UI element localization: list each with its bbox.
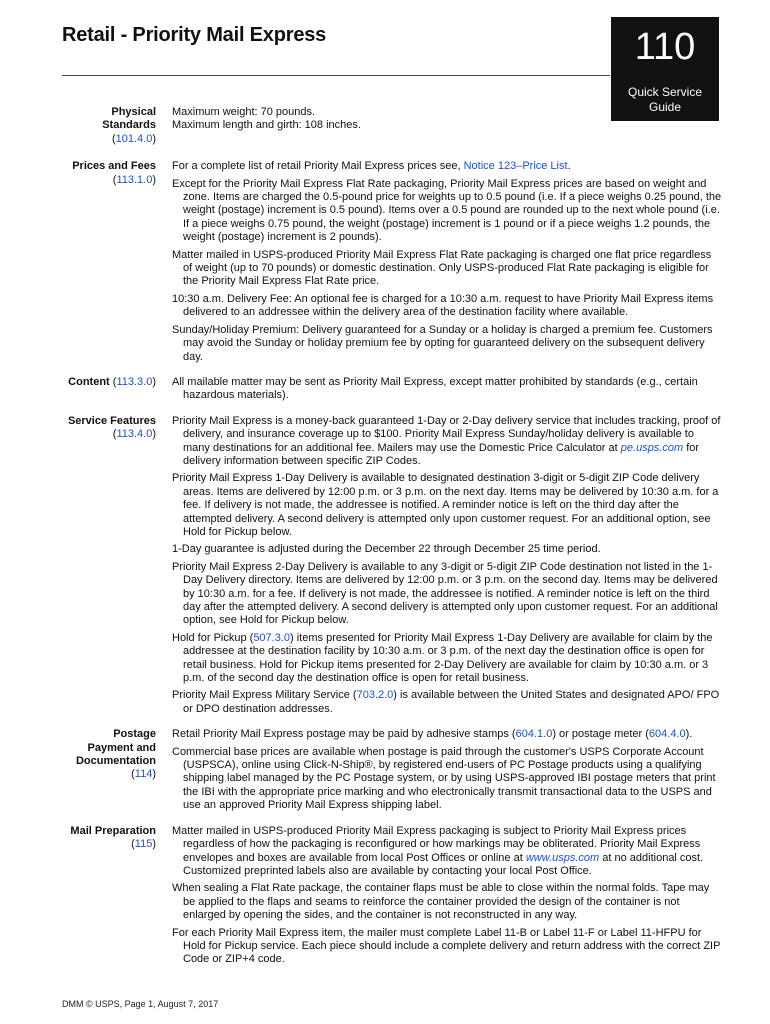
section-body — [172, 106, 722, 146]
label-text: Content — [68, 375, 110, 388]
paragraph: Commercial base prices are available when postage is paid through the customer's USPS Corporate Account (USPSCA), online using Click-N-Ship®, by registered end-users of PC Postage products using a qualifying shipping label managed by the PC Postage system, or by using USPS-approved IBI postage meters that print the IBI with the appropriate price marking and who electronically transmit transactional data to the USPS and use an approved Priority Mail Express shipping label. — [172, 745, 716, 812]
label-line: Content (113.3.0) — [68, 375, 156, 388]
paragraph: Sunday/Holiday Premium: Delivery guaranteed for a Sunday or a holiday is charged a premium fee. Customers may avoid the Sunday or holiday premium fee by opting for guaranteed delivery on the subsequent delivery day. — [172, 323, 713, 363]
ref-link[interactable]: 604.1.0 — [515, 728, 553, 741]
text: ) items presented for Priority Mail Express 1-Day Delivery are available for claim by the addressee at the destination facility by 10:30 a.m. or 3 p.m. of the next day the destination office is open for retail business. Hold for Pickup items presented for 2-Day Delivery are available for claim by 10:30 a.m. or 3 p.m. of the second day the destination office is open for retail business. — [183, 631, 713, 685]
price-list-link[interactable]: Notice 123–Price List — [463, 160, 568, 173]
tab-number: 110 — [634, 26, 696, 68]
section-body — [172, 825, 722, 971]
ref-link[interactable]: 604.4.0 — [648, 728, 686, 741]
section-mail-preparation — [62, 825, 722, 971]
section-physical-standards — [62, 106, 722, 146]
section-label — [62, 376, 172, 407]
paragraph — [172, 825, 722, 879]
usps-website-link[interactable]: www.usps.com — [525, 851, 600, 864]
paragraph — [172, 689, 722, 716]
section-ref: (113.1.0) — [112, 173, 156, 186]
text: for delivery information between specific ZIP Codes. — [183, 441, 700, 467]
paragraph: Maximum weight: 70 pounds. — [172, 106, 316, 118]
ref-link[interactable]: 115 — [134, 838, 153, 851]
paragraph: Maximum length and girth: 108 inches. — [172, 119, 361, 132]
ref-link[interactable]: 703.2.0 — [356, 689, 394, 702]
ref-link[interactable]: 101.4.0 — [115, 132, 153, 145]
paragraph: 1-Day guarantee is adjusted during the December 22 through December 25 time period. — [172, 543, 601, 556]
section-ref: (101.4.0) — [111, 132, 156, 145]
label-line: Payment and — [87, 741, 156, 754]
document-body — [62, 106, 722, 971]
paragraph — [172, 632, 722, 686]
paragraph: When sealing a Flat Rate package, the container flaps must be able to close within the normal folds. Tape may be applied to the flaps and seams to reinforce the container provided the design of the container is not enlarged by opening the sides, and the container is not reconstructed in any way. — [172, 882, 710, 922]
ref-link[interactable]: 113.4.0 — [116, 428, 153, 441]
label-line: Documentation — [75, 755, 156, 768]
paragraph — [172, 728, 722, 741]
text: Matter mailed in USPS-produced Priority Mail Express packaging is subject to Priority Mail Express prices regardless of how the packaging is reconfigured or how markings may be obliterated. Priority Mail Express envelopes and boxes are available from local Post Offices or online at — [172, 824, 701, 864]
section-ref: (115) — [131, 838, 156, 851]
section-body — [172, 415, 722, 721]
label-line: Mail Preparation — [70, 824, 156, 837]
pe-usps-link[interactable]: pe.usps.com — [620, 441, 684, 454]
section-prices-and-fees — [62, 160, 722, 368]
text: Priority Mail Express is a money-back guaranteed 1-Day or 2-Day delivery service that includes tracking, proof of delivery, and insurance coverage up to $100. Priority Mail Express Sunday/holiday delivery is available to many destinations for an additional fee. Mailers may use the Domestic Price Calculator at — [172, 414, 721, 454]
section-body — [172, 728, 722, 816]
ref-link[interactable]: 113.3.0 — [116, 375, 153, 388]
page-footer: DMM © USPS, Page 1, August 7, 2017 — [62, 999, 219, 1009]
section-label — [62, 825, 172, 971]
section-body — [172, 160, 722, 368]
paragraph: 10:30 a.m. Delivery Fee: An optional fee is charged for a 10:30 a.m. request to have Priority Mail Express items delivered to an addressee within the delivery area of the destination facility where available. — [172, 292, 714, 319]
paragraph: Matter mailed in USPS-produced Priority Mail Express Flat Rate packaging is charged one flat price regardless of weight (up to 70 pounds) or domestic destination. Only USPS-produced Flat Rate packaging is eligible for the Priority Mail Express Flat Rate price. — [172, 248, 712, 288]
section-ref: (113.4.0) — [112, 428, 156, 441]
section-ref: (114) — [131, 768, 156, 781]
section-label — [62, 106, 172, 146]
section-label — [62, 160, 172, 368]
page-title: Retail - Priority Mail Express — [62, 24, 327, 46]
text: ) or postage meter ( — [552, 728, 649, 741]
section-postage-payment — [62, 728, 722, 816]
label-line: Prices and Fees — [72, 160, 156, 173]
paragraph: For each Priority Mail Express item, the mailer must complete Label 11-B or Label 11-F or Label 11-HFPU for Hold for Pickup service. Each piece should include a complete delivery and return address with the correct ZIP Code or ZIP+4 code. — [172, 926, 721, 966]
tab-caption-line-1: Quick Service — [627, 85, 703, 99]
section-label — [62, 728, 172, 816]
ref-link[interactable]: 113.1.0 — [116, 173, 153, 186]
paragraph: All mailable matter may be sent as Priority Mail Express, except matter prohibited by standards (e.g., certain hazardous materials). — [172, 375, 698, 402]
section-content — [62, 376, 722, 407]
label-line: Service Features — [67, 414, 156, 427]
tab-caption-line-2: Guide — [648, 100, 682, 114]
section-service-features — [62, 415, 722, 721]
ref-link[interactable]: 114 — [134, 768, 153, 781]
text: at no additional cost. Customized preprinted labels also are available by contacting your local Post Office. — [183, 851, 704, 877]
text: For a complete list of retail Priority Mail Express prices see, — [172, 160, 461, 173]
text: Retail Priority Mail Express postage may be paid by adhesive stamps ( — [172, 728, 516, 741]
paragraph: Priority Mail Express 2-Day Delivery is available to any 3-digit or 5-digit ZIP Code destination not listed in the 1-Day Delivery directory. Items are delivered by 12:00 p.m. or 3 p.m. on the second day. Items may be delivered by 10:30 a.m. for a fee. If delivery is not made, the addressee is notified. A reminder notice is left on the third day after the attempted delivery. A second delivery is attempted only upon customer request. For an additional option, see Hold for Pickup below. — [172, 560, 718, 627]
label-line: Standards — [102, 119, 156, 132]
paragraph: Priority Mail Express 1-Day Delivery is available to designated destination 3-digit or 5-digit ZIP Code delivery areas. Items are delivered by 12:00 p.m. or 3 p.m. on the next day. Items may be delivered by 10:30 a.m. for a fee. If delivery is not made, the addressee is notified. A reminder notice is left on the third day after the attempted delivery. A second delivery is attempted only upon customer request. For an additional option, see Hold for Pickup below. — [172, 472, 719, 538]
text: ). — [685, 728, 693, 741]
paragraph: For a complete list of retail Priority Mail Express prices see, Notice 123–Price List. — [172, 160, 571, 173]
section-body — [172, 376, 722, 407]
text: Hold for Pickup ( — [172, 631, 254, 644]
label-line: Physical — [111, 106, 156, 118]
ref-link[interactable]: 507.3.0 — [253, 631, 291, 644]
section-label — [62, 415, 172, 721]
paragraph — [172, 415, 722, 469]
text: Priority Mail Express Military Service ( — [172, 689, 357, 702]
header-rule — [62, 75, 610, 76]
text: ) is available between the United States and designated APO/ FPO or DPO destination addresses. — [183, 689, 720, 715]
paragraph: Except for the Priority Mail Express Flat Rate packaging, Priority Mail Express prices are based on weight and zone. Items are charged the 0.5-pound price for weights up to 0.5 pound (i.e. If a piece weighs 0.25 pound, the weight (postage) increment is 0.5 pound). Items over a 0.5 pound are rounded up to the next whole pound (i.e. If a piece weighs 0.75 pound, the weight (postage) increment is 1 pound or if a piece weighs 1.2 pounds, the weight (postage) increment is 2 pounds). — [172, 177, 722, 244]
label-line: Postage — [113, 728, 156, 741]
